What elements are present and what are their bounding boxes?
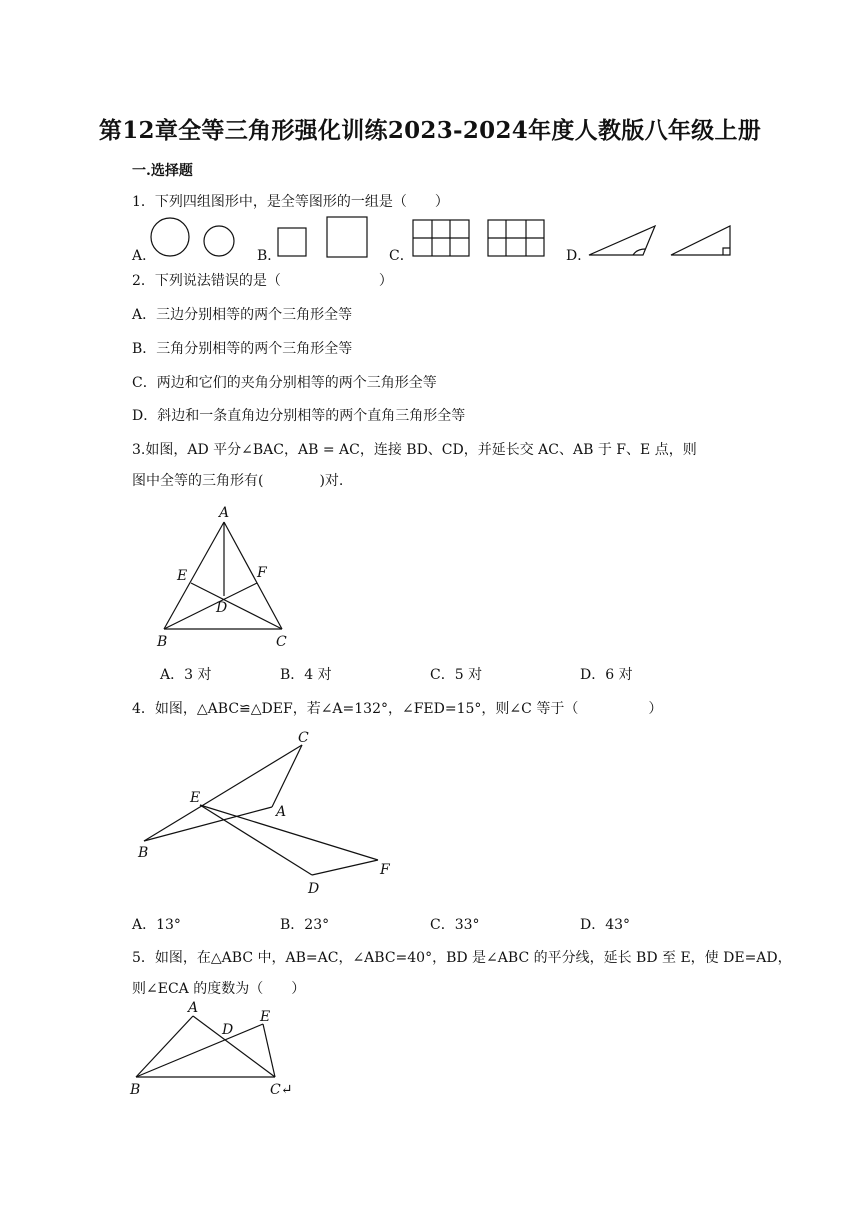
q5-label-a: A (188, 1000, 199, 1016)
q1-option-b-label: B． (257, 248, 282, 264)
q3-option-a: A．3 对 (160, 667, 212, 683)
q3-option-c: C．5 对 (430, 667, 483, 683)
q3-stem-line-1: 3.如图，AD 平分∠BAC，AB = AC，连接 BD、CD，并延长交 AC、AB 于 F、E 点，则 (132, 442, 697, 458)
q1-figure-b-squares (276, 214, 376, 264)
q3-label-d: D (216, 600, 228, 616)
section-heading: 一.选择题 (132, 163, 193, 179)
q3-label-c: C (276, 634, 287, 650)
q3-label-a: A (219, 505, 230, 521)
q3-label-f: F (257, 565, 267, 581)
q3-label-e: E (177, 568, 188, 584)
q1-stem: 1．下列四组图形中，是全等图形的一组是（ ） (132, 194, 449, 210)
q2-option-a: A．三边分别相等的两个三角形全等 (132, 307, 353, 323)
q1-option-c-label: C． (389, 248, 414, 264)
q4-label-c: C (298, 730, 309, 746)
q1-figure-c-grids (410, 218, 550, 260)
q3-option-d: D．6 对 (580, 667, 633, 683)
q5-label-c: C↵ (270, 1082, 293, 1098)
q2-option-b: B．三角分别相等的两个三角形全等 (132, 341, 353, 357)
q1-figure-a-circles (148, 214, 248, 264)
q4-label-d: D (308, 881, 320, 897)
q4-option-a: A．13° (132, 917, 181, 933)
q3-label-b: B (157, 634, 168, 650)
q5-stem-line-1: 5．如图，在△ABC 中，AB=AC，∠ABC=40°，BD 是∠ABC 的平分线，延长 BD 至 E，使 DE=AD， (132, 950, 792, 966)
q4-label-a: A (276, 804, 287, 820)
q1-option-d-label: D． (566, 248, 592, 264)
q5-stem-line-2: 则∠ECA 的度数为（ ） (132, 981, 306, 997)
q3-figure (150, 500, 310, 650)
q5-label-b: B (130, 1082, 141, 1098)
q4-label-b: B (138, 845, 149, 861)
q3-stem-line-2: 图中全等的三角形有( )对. (132, 473, 344, 489)
q4-option-d: D．43° (580, 917, 631, 933)
q4-stem: 4．如图，△ABC≌△DEF，若∠A=132°，∠FED=15°，则∠C 等于（ ） (132, 701, 663, 717)
q4-figure (130, 725, 400, 905)
q5-label-e: E (260, 1009, 271, 1025)
q2-option-c: C．两边和它们的夹角分别相等的两个三角形全等 (132, 375, 437, 391)
document-title: 第12章全等三角形强化训练2023-2024年度人教版八年级上册 (98, 117, 762, 144)
q3-option-b: B．4 对 (280, 667, 332, 683)
q4-option-b: B．23° (280, 917, 330, 933)
q2-option-d: D．斜边和一条直角边分别相等的两个直角三角形全等 (132, 408, 466, 424)
q4-label-f: F (380, 862, 390, 878)
q5-label-d: D (222, 1022, 234, 1038)
q2-stem: 2．下列说法错误的是（ ） (132, 273, 393, 289)
q4-option-c: C．33° (430, 917, 480, 933)
q1-option-a-label: A． (132, 248, 157, 264)
q1-figure-d-triangles (586, 218, 736, 260)
q4-label-e: E (190, 790, 201, 806)
q5-figure (128, 1000, 298, 1100)
